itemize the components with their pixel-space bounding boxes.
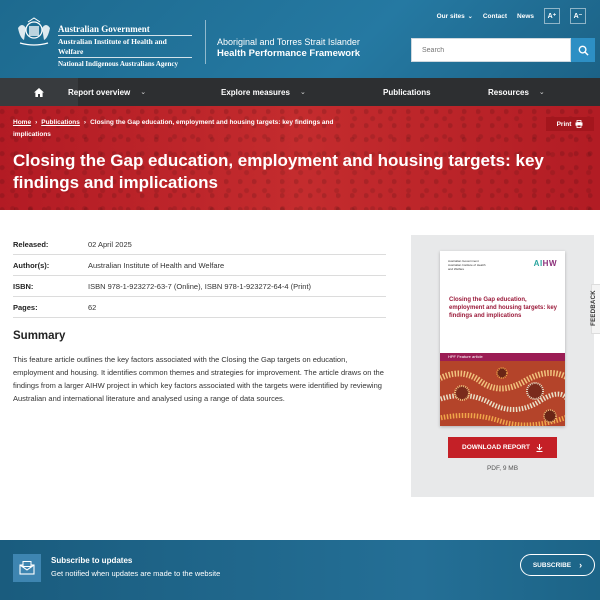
chevron-down-icon: ⌄ <box>299 89 306 96</box>
search-button[interactable] <box>571 38 595 62</box>
utility-nav <box>437 8 586 24</box>
detail-value: Australian Institute of Health and Welfare <box>88 260 225 270</box>
detail-row-pages <box>13 297 386 318</box>
search-field[interactable] <box>411 38 571 62</box>
mail-icon <box>13 554 41 582</box>
print-button[interactable] <box>546 117 594 131</box>
font-decrease-button[interactable]: A⁻ <box>570 8 586 24</box>
coat-of-arms-logo[interactable] <box>14 16 54 48</box>
file-meta: PDF, 9 MB <box>486 465 519 472</box>
report-download-card <box>411 235 594 497</box>
detail-value: 02 April 2025 <box>88 239 132 249</box>
download-label: DOWNLOAD REPORT <box>462 444 530 451</box>
search-input[interactable] <box>412 40 570 62</box>
nav-item-label: Explore measures <box>221 87 290 97</box>
detail-label: ISBN: <box>13 281 34 291</box>
detail-row-released <box>13 234 386 255</box>
subscribe-text: Get notified when updates are made to the website <box>51 569 221 578</box>
news-link[interactable]: News <box>517 12 534 20</box>
chevron-down-icon: ⌄ <box>140 89 147 96</box>
cover-aihw-logo <box>534 259 557 268</box>
nav-resources[interactable] <box>488 78 545 106</box>
report-cover-image[interactable] <box>440 251 565 426</box>
chevron-right-icon: › <box>83 119 87 126</box>
chevron-right-icon: › <box>579 560 583 570</box>
detail-row-isbn <box>13 276 386 297</box>
gov-name: Australian Government <box>58 24 150 34</box>
header-divider <box>205 20 206 64</box>
cover-gov-logo: Australian Government Australian Institute of Health and Welfare <box>448 259 486 271</box>
subscribe-button[interactable] <box>520 554 595 576</box>
download-icon <box>536 444 543 452</box>
publication-details <box>13 234 386 318</box>
detail-label: Author(s): <box>13 260 50 270</box>
summary-heading: Summary <box>13 330 66 342</box>
cover-brand-a: AI <box>533 259 543 268</box>
site-title-line1: Aboriginal and Torres Strait Islander <box>217 37 360 47</box>
chevron-right-icon: › <box>35 119 38 126</box>
nav-item-label: Publications <box>383 87 431 97</box>
print-label: Print <box>556 120 572 128</box>
subscribe-title: Subscribe to updates <box>51 556 133 565</box>
contact-link[interactable]: Contact <box>482 12 508 20</box>
cover-brand-b: HW <box>542 259 557 268</box>
printer-icon <box>575 120 583 128</box>
nav-item-label: Report overview <box>68 87 131 97</box>
cover-title: Closing the Gap education, employment and housing targets: key findings and implications <box>449 297 558 319</box>
agency-aihw: Australian Institute of Health and Welfare <box>58 35 192 57</box>
feedback-tab[interactable] <box>591 284 600 334</box>
nav-explore-measures[interactable] <box>221 78 306 106</box>
nav-item-label: Resources <box>488 87 529 97</box>
chevron-down-icon: ⌄ <box>467 13 473 20</box>
our-sites-label: Our sites <box>436 12 465 20</box>
breadcrumb <box>13 117 373 141</box>
page-title: Closing the Gap education, employment and housing targets: key findings and implications <box>13 151 544 192</box>
nav-home-button[interactable] <box>0 78 78 106</box>
feedback-label: FEEDBACK <box>590 290 597 326</box>
main-nav <box>0 78 600 106</box>
detail-row-authors <box>13 255 386 276</box>
breadcrumb-current: Closing the Gap education, employment and housing targets: key findings and implications <box>13 119 334 138</box>
site-title-line2: Health Performance Framework <box>217 48 361 59</box>
font-increase-button[interactable]: A⁺ <box>544 8 560 24</box>
summary-text: This feature article outlines the key factors associated with the Closing the Gap targets on education, employment and housing. It identifies common themes and strategies for improvement. The article draws on the findings from a larger AIHW project in which key factors associated with the targets were identified by reviewing Australian and international literature and analysed using a range of data sources. <box>13 355 384 403</box>
subscribe-button-label: SUBSCRIBE <box>532 561 572 569</box>
our-sites-dropdown[interactable] <box>437 13 473 20</box>
government-branding[interactable] <box>58 24 192 69</box>
nav-report-overview[interactable] <box>68 78 146 106</box>
chevron-down-icon: ⌄ <box>538 89 545 96</box>
breadcrumb-home[interactable]: Home <box>13 119 32 126</box>
detail-label: Released: <box>13 239 49 249</box>
detail-value: 62 <box>88 302 97 312</box>
nav-publications[interactable] <box>383 78 431 106</box>
search-icon <box>578 45 589 56</box>
cover-band: HPF Feature article <box>440 353 565 361</box>
cover-artwork <box>440 361 565 426</box>
home-icon <box>34 88 44 97</box>
detail-value: ISBN 978-1-923272-63-7 (Online), ISBN 978-1-923272-64-4 (Print) <box>88 281 312 291</box>
agency-niaa: National Indigenous Australians Agency <box>58 57 192 69</box>
detail-label: Pages: <box>13 302 38 312</box>
download-report-button[interactable] <box>448 437 557 458</box>
breadcrumb-publications[interactable]: Publications <box>41 119 80 126</box>
site-title[interactable] <box>217 36 360 60</box>
